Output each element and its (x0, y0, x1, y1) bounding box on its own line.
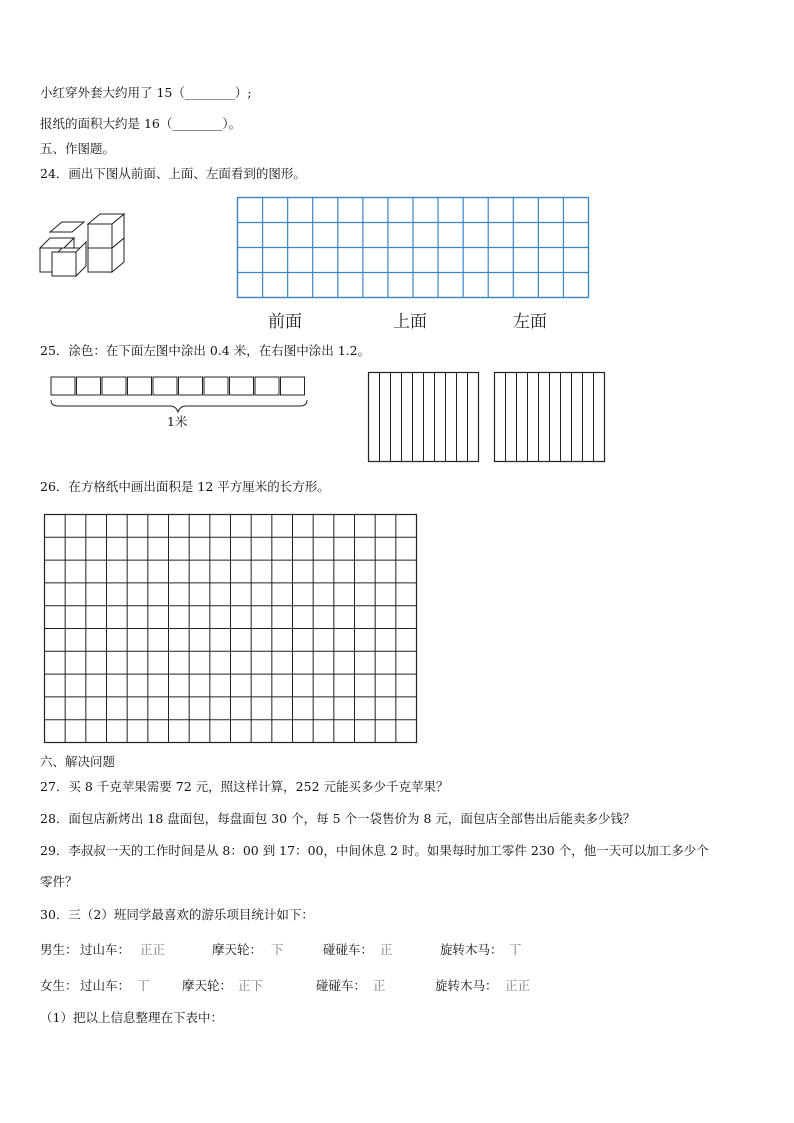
boys-bumper-marks: 正 (380, 942, 393, 957)
view-grid (237, 197, 589, 298)
girls-coaster-item: 过山车： (80, 978, 131, 993)
question-28: 28．面包店新烤出 18 盘面包，每盘面包 30 个，每 5 个一袋售价为 8 元，面包店全部售出后能卖多少钱？ (40, 811, 636, 826)
boys-carousel-item: 旋转木马： (440, 942, 503, 957)
boys-ferris-item: 摩天轮： (212, 942, 263, 957)
boys-label: 男生： (40, 942, 78, 957)
girls-ferris-item: 摩天轮： (182, 978, 233, 993)
label-left: 左面 (513, 312, 547, 332)
boys-coaster-item: 过山车： (80, 942, 131, 957)
question-30: 30．三（2）班同学最喜欢的游乐项目统计如下： (40, 907, 314, 922)
boys-bumper-item: 碰碰车： (323, 942, 374, 957)
boys-ferris-marks: 下 (271, 942, 284, 957)
question-24: 24．画出下图从前面、上面、左面看到的图形。 (40, 166, 306, 181)
question-25: 25．涂色：在下面左图中涂出 0.4 米，在右图中涂出 1.2。 (40, 343, 371, 358)
girls-label: 女生： (40, 978, 78, 993)
cube-stack-figure (38, 210, 133, 280)
line-coat-time: 小红穿外套大约用了 15（________）; (40, 85, 252, 100)
question-27: 27．买 8 千克苹果需要 72 元，照这样计算，252 元能买多少千克苹果？ (40, 779, 449, 794)
label-top: 上面 (393, 312, 427, 332)
meter-strip (50, 376, 310, 416)
girls-carousel-marks: 正正 (505, 978, 531, 993)
section-five-heading: 五、作图题。 (40, 141, 116, 156)
striped-rect-right (494, 372, 605, 462)
question-29-line2: 零件？ (40, 874, 78, 889)
girls-bumper-item: 碰碰车： (316, 978, 367, 993)
boys-coaster-marks: 正正 (140, 942, 166, 957)
girls-ferris-marks: 正下 (238, 978, 264, 993)
girls-bumper-marks: 正 (373, 978, 386, 993)
striped-rect-left (368, 372, 479, 462)
label-front: 前面 (268, 312, 302, 332)
ruler-label: 1米 (167, 414, 188, 429)
question-29-line1: 29．李叔叔一天的工作时间是从 8：00 到 17：00，中间休息 2 时。如果每时加工零件 230 个，他一天可以加工多少个 (40, 843, 709, 858)
line-newspaper-area: 报纸的面积大约是 16（________）。 (40, 116, 242, 131)
square-grid (44, 514, 417, 743)
question-30-part1: （1）把以上信息整理在下表中： (40, 1010, 223, 1025)
boys-carousel-marks: 丅 (509, 942, 522, 957)
question-26: 26．在方格纸中画出面积是 12 平方厘米的长方形。 (40, 479, 330, 494)
girls-coaster-marks: 丅 (137, 978, 150, 993)
girls-carousel-item: 旋转木马： (435, 978, 498, 993)
section-six-heading: 六、解决问题 (40, 754, 116, 769)
